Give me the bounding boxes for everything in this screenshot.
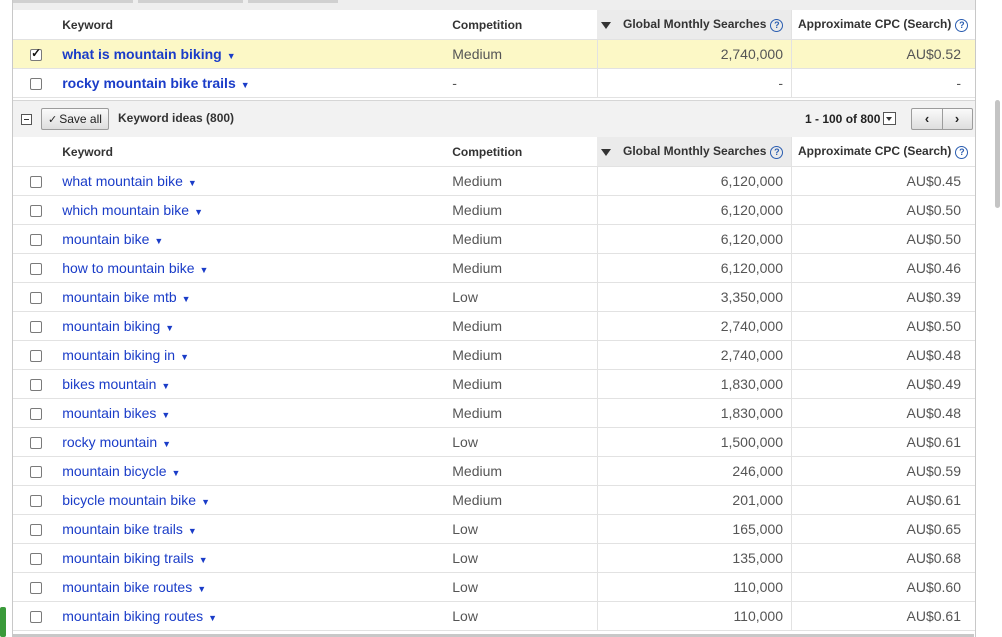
header-checkbox-cell — [13, 137, 59, 167]
row-checkbox-cell — [13, 69, 59, 98]
keyword-idea-row — [13, 399, 975, 428]
keyword-cell — [59, 312, 447, 341]
global-monthly-searches-value: 6,120,000 — [720, 260, 784, 276]
keyword-cell — [59, 283, 447, 312]
checkmark-icon: ✓ — [48, 114, 58, 126]
row-checkbox[interactable] — [30, 350, 42, 362]
approximate-cpc-value: - — [956, 75, 961, 91]
ideas-table-header-row — [13, 137, 975, 167]
approximate-cpc-value: AU$0.61 — [906, 492, 961, 508]
keyword-link[interactable]: bicycle mountain bike — [62, 492, 197, 508]
row-checkbox[interactable] — [30, 524, 42, 536]
searches-cell — [597, 167, 792, 196]
keyword-link[interactable]: which mountain bike — [62, 202, 190, 218]
keyword-cell — [59, 370, 447, 399]
competition-value: - — [452, 75, 457, 91]
competition-value: Low — [452, 434, 478, 450]
competition-cell — [447, 341, 597, 370]
column-header-keyword[interactable] — [59, 10, 447, 40]
row-checkbox[interactable] — [30, 553, 42, 565]
row-checkbox[interactable] — [30, 611, 42, 623]
global-monthly-searches-value: 1,500,000 — [720, 434, 784, 450]
searches-cell — [597, 428, 792, 457]
seed-keywords-table — [13, 10, 975, 98]
row-checkbox[interactable] — [30, 263, 42, 275]
competition-value: Low — [452, 521, 478, 537]
dropdown-caret-icon[interactable]: ▼ — [154, 235, 164, 246]
keyword-link[interactable]: how to mountain bike — [62, 260, 195, 276]
global-monthly-searches-value: 6,120,000 — [720, 202, 784, 218]
row-checkbox-cell — [13, 370, 59, 399]
keyword-cell — [59, 254, 447, 283]
approximate-cpc-value: AU$0.50 — [906, 202, 961, 218]
tab-strip-segment — [248, 0, 338, 3]
keyword-idea-row — [13, 283, 975, 312]
approximate-cpc-value: AU$0.48 — [906, 405, 961, 421]
competition-value: Medium — [452, 173, 503, 189]
cpc-cell — [792, 283, 975, 312]
competition-value: Low — [452, 550, 478, 566]
keyword-cell — [59, 69, 447, 98]
column-header-competition[interactable] — [447, 10, 597, 40]
dropdown-caret-icon[interactable]: ▼ — [187, 177, 197, 188]
global-monthly-searches-value: 6,120,000 — [720, 231, 784, 247]
cpc-cell — [792, 225, 975, 254]
searches-cell — [597, 515, 792, 544]
searches-cell — [597, 196, 792, 225]
dropdown-caret-icon[interactable]: ▼ — [161, 409, 171, 420]
row-checkbox[interactable] — [30, 292, 42, 304]
competition-value: Medium — [452, 492, 503, 508]
approximate-cpc-value: AU$0.46 — [906, 260, 961, 276]
row-checkbox[interactable] — [30, 495, 42, 507]
keyword-link[interactable]: mountain bike routes — [62, 579, 193, 595]
row-checkbox[interactable] — [30, 437, 42, 449]
keyword-ideas-label: Keyword ideas (800) — [118, 111, 235, 125]
column-header-gms-label: Global Monthly Searches — [623, 17, 767, 32]
searches-cell — [597, 341, 792, 370]
column-header-gms-label: Global Monthly Searches — [623, 144, 767, 159]
dropdown-caret-icon[interactable]: ▼ — [162, 438, 172, 449]
keyword-idea-row — [13, 225, 975, 254]
keyword-cell — [59, 428, 447, 457]
keyword-cell — [59, 486, 447, 515]
approximate-cpc-value: AU$0.49 — [906, 376, 961, 392]
keyword-cell — [59, 225, 447, 254]
cpc-cell — [792, 370, 975, 399]
keyword-link[interactable]: rocky mountain bike trails — [62, 75, 236, 91]
cpc-cell — [792, 544, 975, 573]
global-monthly-searches-value: 1,830,000 — [720, 376, 784, 392]
keyword-idea-row — [13, 515, 975, 544]
keyword-idea-row — [13, 457, 975, 486]
vertical-scrollbar[interactable] — [990, 0, 1002, 637]
global-monthly-searches-value: 135,000 — [732, 550, 784, 566]
approximate-cpc-value: AU$0.39 — [906, 289, 961, 305]
row-checkbox-cell — [13, 196, 59, 225]
keyword-link[interactable]: bikes mountain — [62, 376, 157, 392]
keyword-link[interactable]: mountain bicycle — [62, 463, 167, 479]
approximate-cpc-value: AU$0.50 — [906, 318, 961, 334]
competition-cell — [447, 283, 597, 312]
competition-value: Medium — [452, 463, 503, 479]
sort-descending-icon[interactable] — [601, 22, 611, 29]
pagination-label: 1 - 100 of 800 — [805, 112, 881, 126]
save-all-label: Save all — [59, 112, 102, 126]
row-checkbox[interactable] — [30, 466, 42, 478]
keyword-ideas-table — [13, 137, 975, 631]
sort-descending-icon[interactable] — [601, 149, 611, 156]
column-header-global-monthly-searches[interactable] — [597, 137, 792, 167]
keyword-cell — [59, 602, 447, 631]
competition-value: Medium — [452, 260, 503, 276]
global-monthly-searches-value: - — [778, 75, 784, 91]
global-monthly-searches-value: 246,000 — [732, 463, 784, 479]
keyword-link[interactable]: mountain biking — [62, 318, 161, 334]
row-checkbox[interactable] — [30, 582, 42, 594]
competition-cell — [447, 515, 597, 544]
row-checkbox-cell — [13, 457, 59, 486]
keyword-cell — [59, 544, 447, 573]
row-checkbox[interactable] — [30, 379, 42, 391]
cpc-cell — [792, 40, 975, 69]
keyword-idea-row — [13, 602, 975, 631]
keyword-cell — [59, 457, 447, 486]
dropdown-caret-icon[interactable]: ▼ — [198, 554, 208, 565]
row-checkbox-cell — [13, 225, 59, 254]
competition-cell — [447, 428, 597, 457]
keyword-cell — [59, 573, 447, 602]
cpc-cell — [792, 457, 975, 486]
keyword-idea-row — [13, 544, 975, 573]
competition-value: Low — [452, 289, 478, 305]
cpc-cell — [792, 254, 975, 283]
keyword-cell — [59, 399, 447, 428]
competition-cell — [447, 602, 597, 631]
cpc-cell — [792, 573, 975, 602]
approximate-cpc-value: AU$0.65 — [906, 521, 961, 537]
approximate-cpc-value: AU$0.48 — [906, 347, 961, 363]
competition-cell — [447, 254, 597, 283]
searches-cell — [597, 312, 792, 341]
row-checkbox-cell — [13, 515, 59, 544]
keyword-idea-row — [13, 341, 975, 370]
approximate-cpc-value: AU$0.68 — [906, 550, 961, 566]
keyword-link[interactable]: mountain bike — [62, 231, 150, 247]
keyword-link[interactable]: mountain biking in — [62, 347, 176, 363]
row-checkbox-cell — [13, 167, 59, 196]
approximate-cpc-value: AU$0.61 — [906, 434, 961, 450]
approximate-cpc-value: AU$0.45 — [906, 173, 961, 189]
keyword-link[interactable]: mountain bikes — [62, 405, 157, 421]
row-checkbox-cell — [13, 399, 59, 428]
searches-cell — [597, 544, 792, 573]
global-monthly-searches-value: 2,740,000 — [720, 347, 784, 363]
header-checkbox-cell — [13, 10, 59, 40]
keyword-link[interactable]: mountain bike trails — [62, 521, 183, 537]
competition-cell — [447, 312, 597, 341]
competition-cell — [447, 399, 597, 428]
seed-table-body — [13, 40, 975, 98]
competition-value: Medium — [452, 202, 503, 218]
competition-value: Medium — [452, 46, 503, 62]
competition-cell — [447, 573, 597, 602]
previous-page-button[interactable]: ‹ — [912, 109, 943, 129]
searches-cell — [597, 602, 792, 631]
tab-strip-segment — [138, 0, 243, 3]
column-header-keyword-label: Keyword — [62, 17, 113, 32]
searches-cell — [597, 399, 792, 428]
keyword-results-panel — [12, 0, 976, 637]
approximate-cpc-value: AU$0.52 — [906, 46, 961, 62]
help-circle-icon[interactable]: ? — [770, 146, 783, 159]
row-checkbox[interactable] — [30, 78, 42, 90]
searches-cell — [597, 370, 792, 399]
global-monthly-searches-value: 1,830,000 — [720, 405, 784, 421]
column-header-approximate-cpc[interactable] — [792, 137, 975, 167]
cpc-cell — [792, 196, 975, 225]
row-checkbox-cell — [13, 312, 59, 341]
next-page-button[interactable]: › — [954, 111, 960, 126]
dropdown-caret-icon[interactable]: ▼ — [171, 467, 181, 478]
keyword-cell — [59, 341, 447, 370]
competition-cell — [447, 544, 597, 573]
row-checkbox[interactable] — [30, 205, 42, 217]
keyword-idea-row — [13, 254, 975, 283]
page-size-dropdown-icon[interactable] — [883, 112, 896, 125]
column-header-global-monthly-searches[interactable] — [597, 10, 792, 40]
column-header-competition-label: Competition — [452, 144, 523, 159]
approximate-cpc-value: AU$0.60 — [906, 579, 961, 595]
dropdown-caret-icon[interactable]: ▼ — [240, 79, 250, 90]
cpc-cell — [792, 602, 975, 631]
cpc-cell — [792, 167, 975, 196]
row-checkbox-cell — [13, 602, 59, 631]
approximate-cpc-value: AU$0.50 — [906, 231, 961, 247]
keyword-idea-row — [13, 370, 975, 399]
column-header-keyword[interactable] — [59, 137, 447, 167]
searches-cell — [597, 254, 792, 283]
cpc-cell — [792, 486, 975, 515]
column-header-approximate-cpc[interactable] — [792, 10, 975, 40]
row-checkbox-cell — [13, 544, 59, 573]
dropdown-caret-icon[interactable]: ▼ — [194, 206, 204, 217]
competition-value: Medium — [452, 405, 503, 421]
row-checkbox-cell — [13, 341, 59, 370]
cpc-cell — [792, 341, 975, 370]
save-all-button[interactable] — [41, 108, 109, 130]
searches-cell — [597, 283, 792, 312]
cpc-cell — [792, 399, 975, 428]
global-monthly-searches-value: 165,000 — [732, 521, 784, 537]
column-header-keyword-label: Keyword — [62, 144, 113, 159]
keyword-link[interactable]: mountain biking trails — [62, 550, 194, 566]
competition-cell — [447, 167, 597, 196]
competition-value: Low — [452, 579, 478, 595]
row-checkbox-cell — [13, 40, 59, 69]
keyword-cell — [59, 167, 447, 196]
ideas-table-body — [13, 167, 975, 631]
competition-value: Medium — [452, 318, 503, 334]
row-checkbox[interactable] — [30, 176, 42, 188]
competition-value: Medium — [452, 376, 503, 392]
keyword-link[interactable]: mountain bike mtb — [62, 289, 177, 305]
column-header-competition[interactable] — [447, 137, 597, 167]
help-circle-icon[interactable]: ? — [955, 146, 968, 159]
column-header-competition-label: Competition — [452, 17, 523, 32]
searches-cell — [597, 40, 792, 69]
dropdown-caret-icon[interactable]: ▼ — [226, 50, 236, 61]
keyword-idea-row — [13, 196, 975, 225]
keyword-idea-row — [13, 167, 975, 196]
row-checkbox-cell — [13, 428, 59, 457]
cpc-cell — [792, 515, 975, 544]
keyword-cell — [59, 515, 447, 544]
cpc-cell — [792, 312, 975, 341]
global-monthly-searches-value: 201,000 — [732, 492, 784, 508]
competition-cell — [447, 486, 597, 515]
dropdown-caret-icon[interactable]: ▼ — [197, 583, 207, 594]
global-monthly-searches-value: 2,740,000 — [720, 318, 784, 334]
competition-cell — [447, 69, 597, 98]
window-edge-indicator — [0, 607, 6, 637]
global-monthly-searches-value: 6,120,000 — [720, 173, 784, 189]
keyword-cell — [59, 40, 447, 69]
global-monthly-searches-value: 110,000 — [733, 608, 784, 624]
keyword-link[interactable]: mountain biking routes — [62, 608, 204, 624]
competition-cell — [447, 40, 597, 69]
keyword-idea-row — [13, 312, 975, 341]
seed-table-header-row — [13, 10, 975, 40]
dropdown-caret-icon[interactable]: ▼ — [201, 496, 211, 507]
dropdown-caret-icon[interactable]: ▼ — [187, 525, 197, 536]
searches-cell — [597, 457, 792, 486]
column-header-cpc-label: Approximate CPC (Search) — [798, 17, 952, 32]
approximate-cpc-value: AU$0.61 — [906, 608, 961, 624]
dropdown-caret-icon[interactable]: ▼ — [180, 351, 190, 362]
cpc-cell — [792, 428, 975, 457]
searches-cell — [597, 225, 792, 254]
searches-cell — [597, 573, 792, 602]
row-checkbox-cell — [13, 254, 59, 283]
collapse-minus-icon[interactable] — [21, 114, 32, 125]
keyword-idea-row — [13, 486, 975, 515]
keyword-link[interactable]: what is mountain biking — [62, 46, 222, 62]
dropdown-caret-icon[interactable]: ▼ — [199, 264, 209, 275]
row-checkbox-cell — [13, 283, 59, 312]
competition-cell — [447, 225, 597, 254]
row-checkbox[interactable] — [30, 408, 42, 420]
keyword-cell — [59, 196, 447, 225]
help-circle-icon[interactable]: ? — [955, 19, 968, 32]
keyword-idea-row — [13, 573, 975, 602]
global-monthly-searches-value: 2,740,000 — [720, 46, 784, 62]
dropdown-caret-icon[interactable]: ▼ — [208, 612, 218, 623]
row-checkbox-cell — [13, 486, 59, 515]
dropdown-caret-icon[interactable]: ▼ — [161, 380, 171, 391]
row-checkbox[interactable] — [30, 234, 42, 246]
row-checkbox-cell — [13, 573, 59, 602]
competition-value: Medium — [452, 347, 503, 363]
row-checkbox[interactable] — [30, 49, 42, 61]
cpc-cell — [792, 69, 975, 98]
keyword-ideas-toolbar — [13, 100, 975, 138]
competition-value: Medium — [452, 231, 503, 247]
searches-cell — [597, 486, 792, 515]
seed-keyword-row — [13, 40, 975, 69]
searches-cell — [597, 69, 792, 98]
keyword-idea-row — [13, 428, 975, 457]
competition-cell — [447, 196, 597, 225]
keyword-link[interactable]: rocky mountain — [62, 434, 158, 450]
competition-cell — [447, 457, 597, 486]
row-checkbox[interactable] — [30, 321, 42, 333]
seed-keyword-row — [13, 69, 975, 98]
dropdown-caret-icon[interactable]: ▼ — [181, 293, 191, 304]
approximate-cpc-value: AU$0.59 — [906, 463, 961, 479]
tab-strip-segment — [13, 0, 133, 3]
global-monthly-searches-value: 3,350,000 — [720, 289, 784, 305]
competition-cell — [447, 370, 597, 399]
pagination-nav — [911, 108, 973, 130]
competition-value: Low — [452, 608, 478, 624]
column-header-cpc-label: Approximate CPC (Search) — [798, 144, 952, 159]
help-circle-icon[interactable]: ? — [770, 19, 783, 32]
scrollbar-thumb[interactable] — [995, 100, 1000, 208]
dropdown-caret-icon[interactable]: ▼ — [165, 322, 175, 333]
global-monthly-searches-value: 110,000 — [733, 579, 784, 595]
keyword-link[interactable]: what mountain bike — [62, 173, 183, 189]
